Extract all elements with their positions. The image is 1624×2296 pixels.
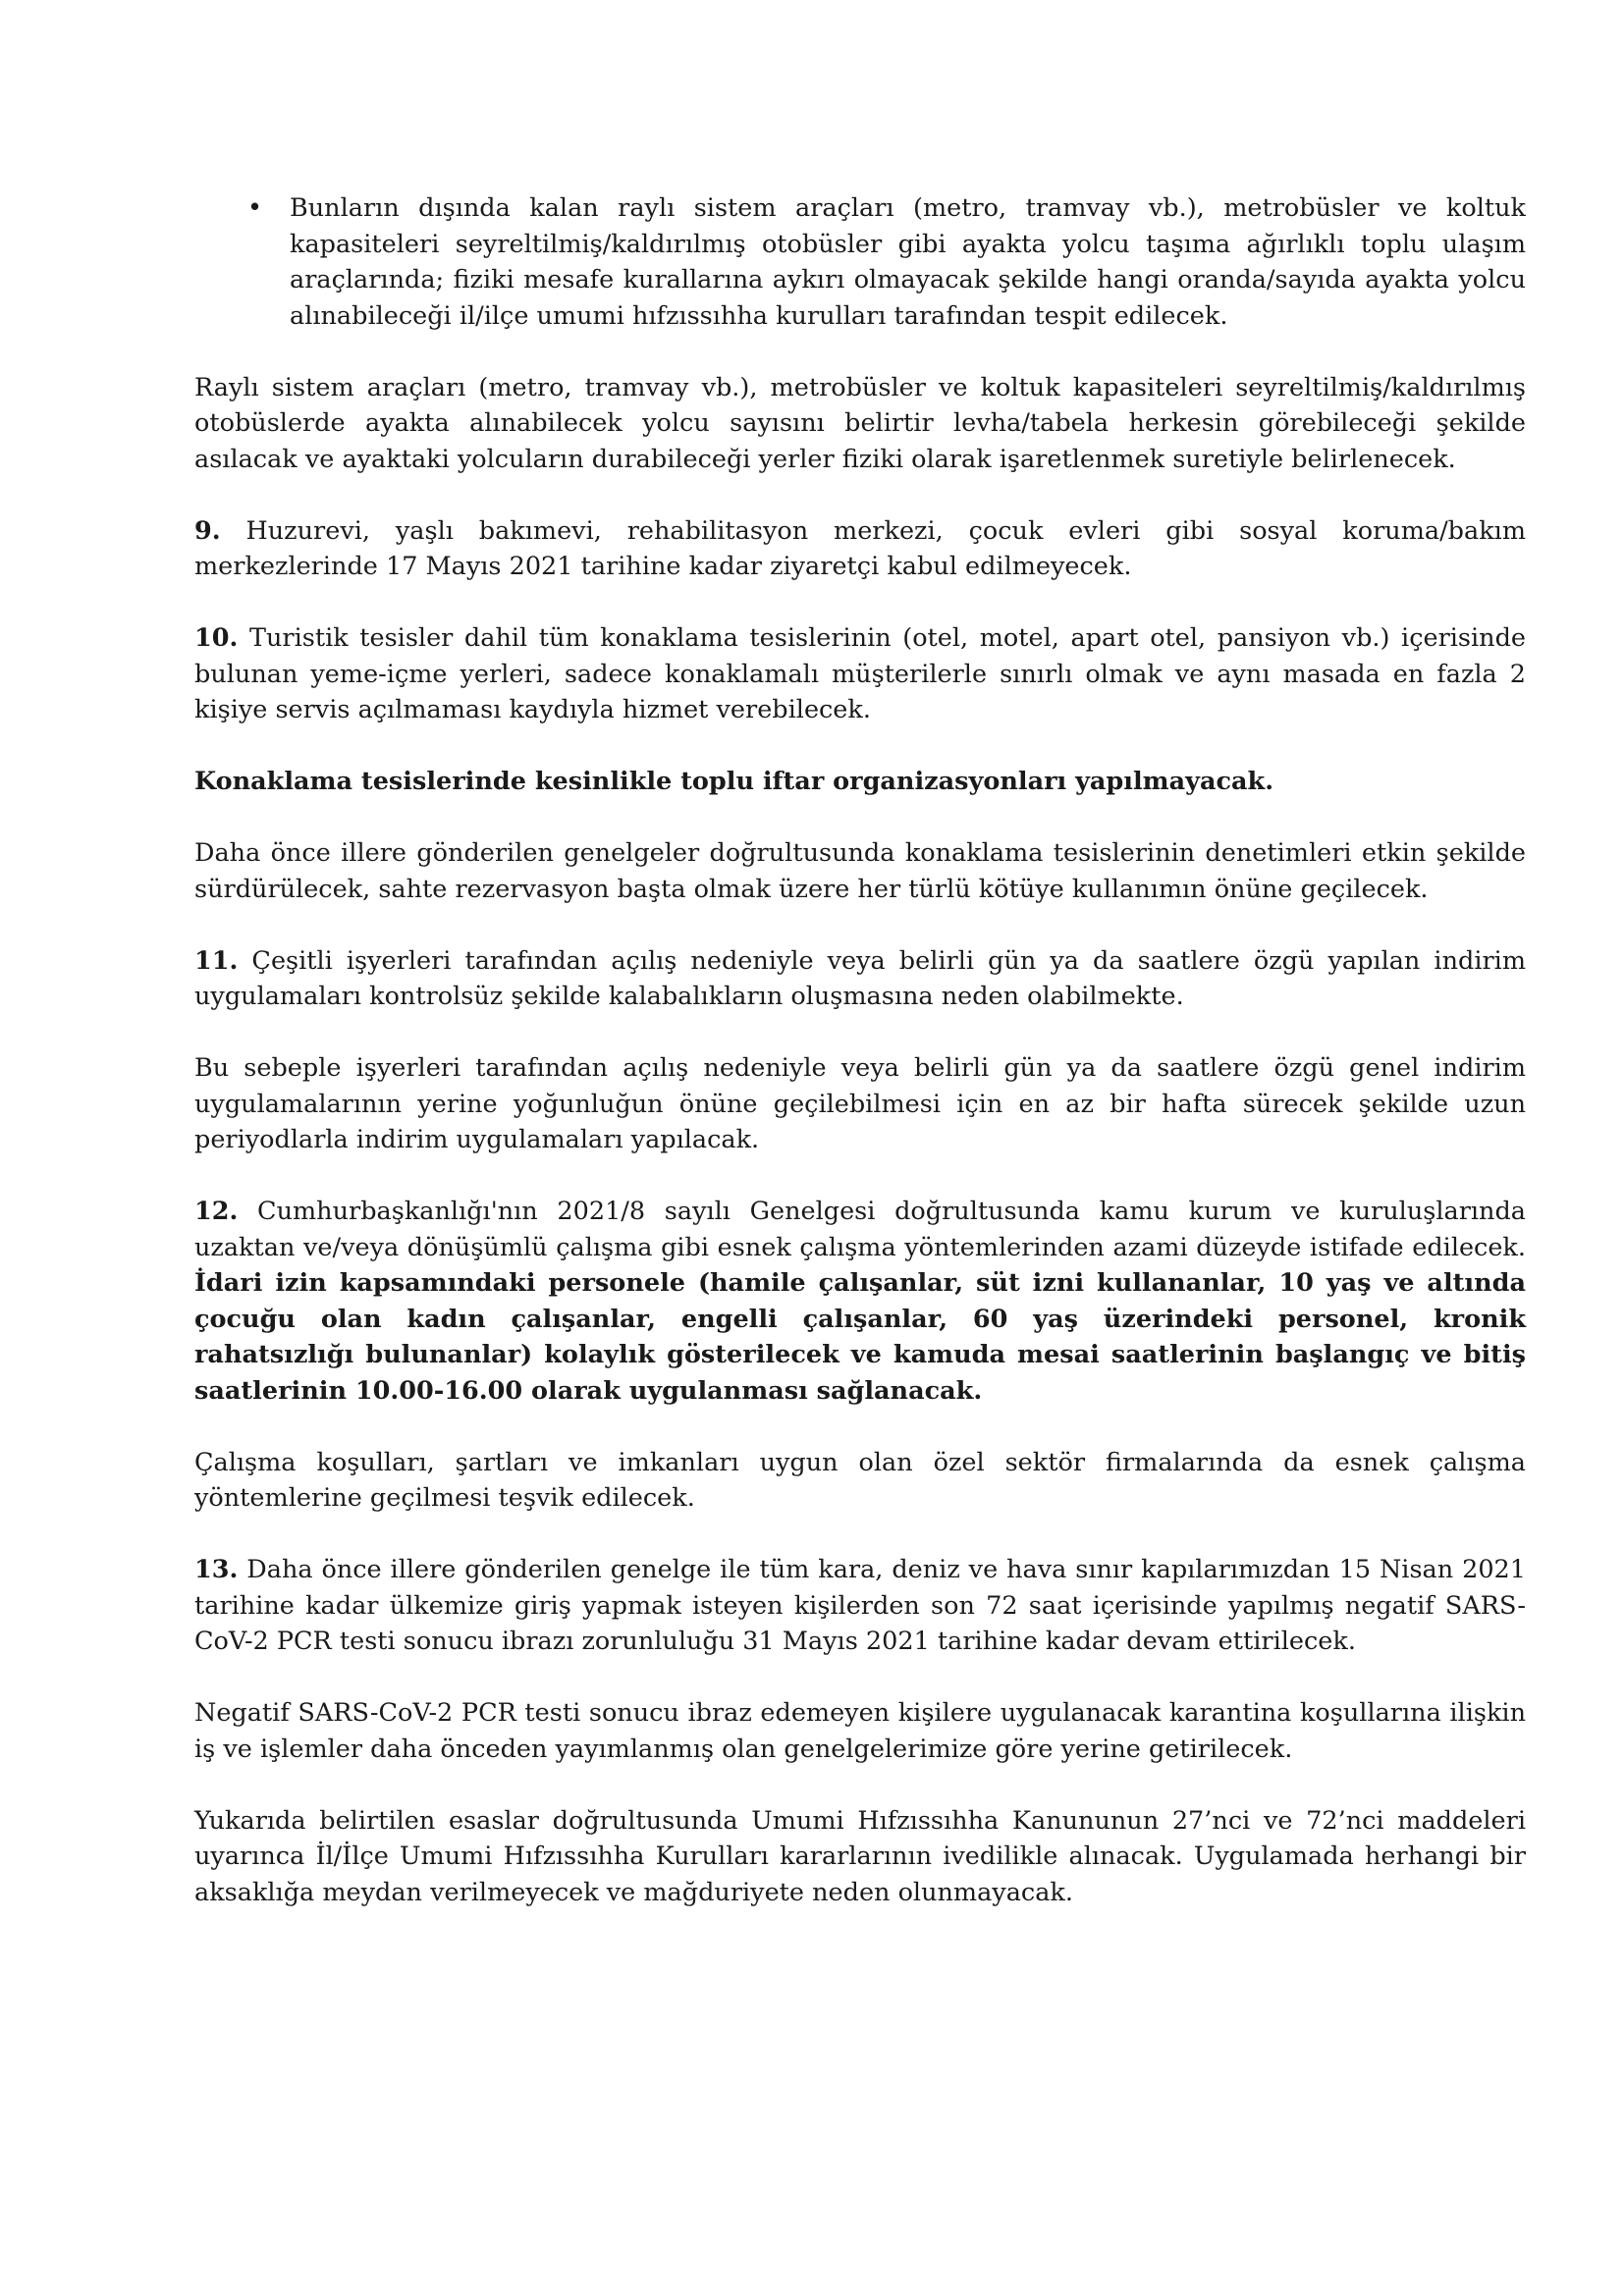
section-number: 10. bbox=[194, 623, 239, 653]
section-text: Turistik tesisler dahil tüm konaklama tesislerinin (otel, motel, apart otel, pansiyon vb.) içerisinde bulunan yeme-içme yerleri, sadece konaklamalı müşterilerle sınırlı olmak ve aynı masada en fazla 2 kişiye servis açılmaması kaydıyla hizmet verebilecek. bbox=[194, 623, 1526, 724]
bullet-item bbox=[194, 190, 1526, 334]
bold-text: Konaklama tesislerinde kesinlikle toplu iftar organizasyonları yapılmayacak. bbox=[194, 767, 1274, 796]
section-text: Cumhurbaşkanlığı'nın 2021/8 sayılı Genelgesi doğrultusunda kamu kurum ve kuruluşlarında uzaktan ve/veya dönüşümlü çalışma gibi esnek çalışma yöntemlerinden azami düzeyde istifade edilecek. bbox=[194, 1197, 1526, 1262]
section-number: 11. bbox=[194, 945, 239, 976]
document-page bbox=[194, 190, 1526, 1947]
paragraph-bu-sebeple: Bu sebeple işyerleri tarafından açılış nedeniyle veya belirli gün ya da saatlere özgü genel indirim uygulamalarının yerine yoğunluğun önüne geçilebilmesi için en az bir hafta sürecek şekilde uzun periyodlarla indirim uygulamaları yapılacak. bbox=[194, 1053, 1526, 1154]
paragraph-daha-once: Daha önce illere gönderilen genelgeler doğrultusunda konaklama tesislerinin denetimleri etkin şekilde sürdürülecek, sahte rezervasyon başta olmak üzere her türlü kötüye kullanımın önüne geçilecek. bbox=[194, 838, 1526, 904]
bold-text: İdari izin kapsamındaki personele (hamile çalışanlar, süt izni kullananlar, 10 yaş ve altında çocuğu olan kadın çalışanlar, engelli çalışanlar, 60 yaş üzerindeki personel, kronik rahatsızlığı bulunanlar) kolaylık gösterilecek ve kamuda mesai saatlerinin başlangıç ve bitiş saatlerinin 10.00-16.00 olarak uygulanması sağlanacak. bbox=[194, 1268, 1526, 1406]
section-text: Daha önce illere gönderilen genelge ile tüm kara, deniz ve hava sınır kapılarımızdan 15 Nisan 2021 tarihine kadar ülkemize giriş yapmak isteyen kişilerden son 72 saat içerisinde yapılmış negatif SARS-CoV-2 PCR testi sonucu ibrazı zorunluluğu 31 Mayıs 2021 tarihine kadar devam ettirilecek. bbox=[194, 1555, 1526, 1656]
section-13 bbox=[194, 1552, 1526, 1660]
paragraph-konaklama-bold bbox=[194, 764, 1526, 800]
bullet-item-text: Bunların dışında kalan raylı sistem araçları (metro, tramvay vb.), metrobüsler ve koltuk kapasiteleri seyreltilmiş/kaldırılmış otobüsler gibi ayakta yolcu taşıma ağırlıklı toplu ulaşım araçlarında; fiziki mesafe kurallarına aykırı olmayacak şekilde hangi oranda/sayıda ayakta yolcu alınabileceği il/ilçe umumi hıfzıssıhha kurulları tarafından tespit edilecek. bbox=[290, 193, 1526, 331]
section-text: Huzurevi, yaşlı bakımevi, rehabilitasyon merkezi, çocuk evleri gibi sosyal koruma/bakım merkezlerinde 17 Mayıs 2021 tarihine kadar ziyaretçi kabul edilmeyecek. bbox=[194, 515, 1526, 581]
section-number: 9. bbox=[194, 515, 221, 546]
paragraph-negatif: Negatif SARS-CoV-2 PCR testi sonucu ibraz edemeyen kişilere uygulanacak karantina koşullarına ilişkin iş ve işlemler daha önceden yayımlanmış olan genelgelerimize göre yerine getirilecek. bbox=[194, 1698, 1526, 1764]
section-11 bbox=[194, 943, 1526, 1015]
section-text: Çeşitli işyerleri tarafından açılış nedeniyle veya belirli gün ya da saatlere özgü yapılan indirim uygulamaları kontrolsüz şekilde kalabalıkların oluşmasına neden olabilmekte. bbox=[194, 945, 1526, 1011]
section-12 bbox=[194, 1194, 1526, 1409]
section-number: 12. bbox=[194, 1197, 239, 1226]
section-number: 13. bbox=[194, 1555, 239, 1584]
paragraph-calisma: Çalışma koşulları, şartları ve imkanları uygun olan özel sektör firmalarında da esnek çalışma yöntemlerine geçilmesi teşvik edilecek. bbox=[194, 1447, 1526, 1513]
bullet-icon: • bbox=[247, 193, 263, 223]
paragraph-rayli-sistem: Raylı sistem araçları (metro, tramvay vb.), metrobüsler ve koltuk kapasiteleri seyreltilmiş/kaldırılmış otobüslerde ayakta alınabilecek yolcu sayısını belirtir levha/tabela herkesin görebileceği şekilde asılacak ve ayaktaki yolcuların durabileceği yerler fiziki olarak işaretlenmek suretiyle belirlenecek. bbox=[194, 372, 1526, 474]
section-9 bbox=[194, 513, 1526, 585]
section-10 bbox=[194, 620, 1526, 728]
paragraph-yukarida: Yukarıda belirtilen esaslar doğrultusunda Umumi Hıfzıssıhha Kanununun 27’nci ve 72’nci maddeleri uyarınca İl/İlçe Umumi Hıfzıssıhha Kurulları kararlarının ivedilikle alınacak. Uygulamada herhangi bir aksaklığa meydan verilmeyecek ve mağduriyete neden olunmayacak. bbox=[194, 1805, 1526, 1907]
